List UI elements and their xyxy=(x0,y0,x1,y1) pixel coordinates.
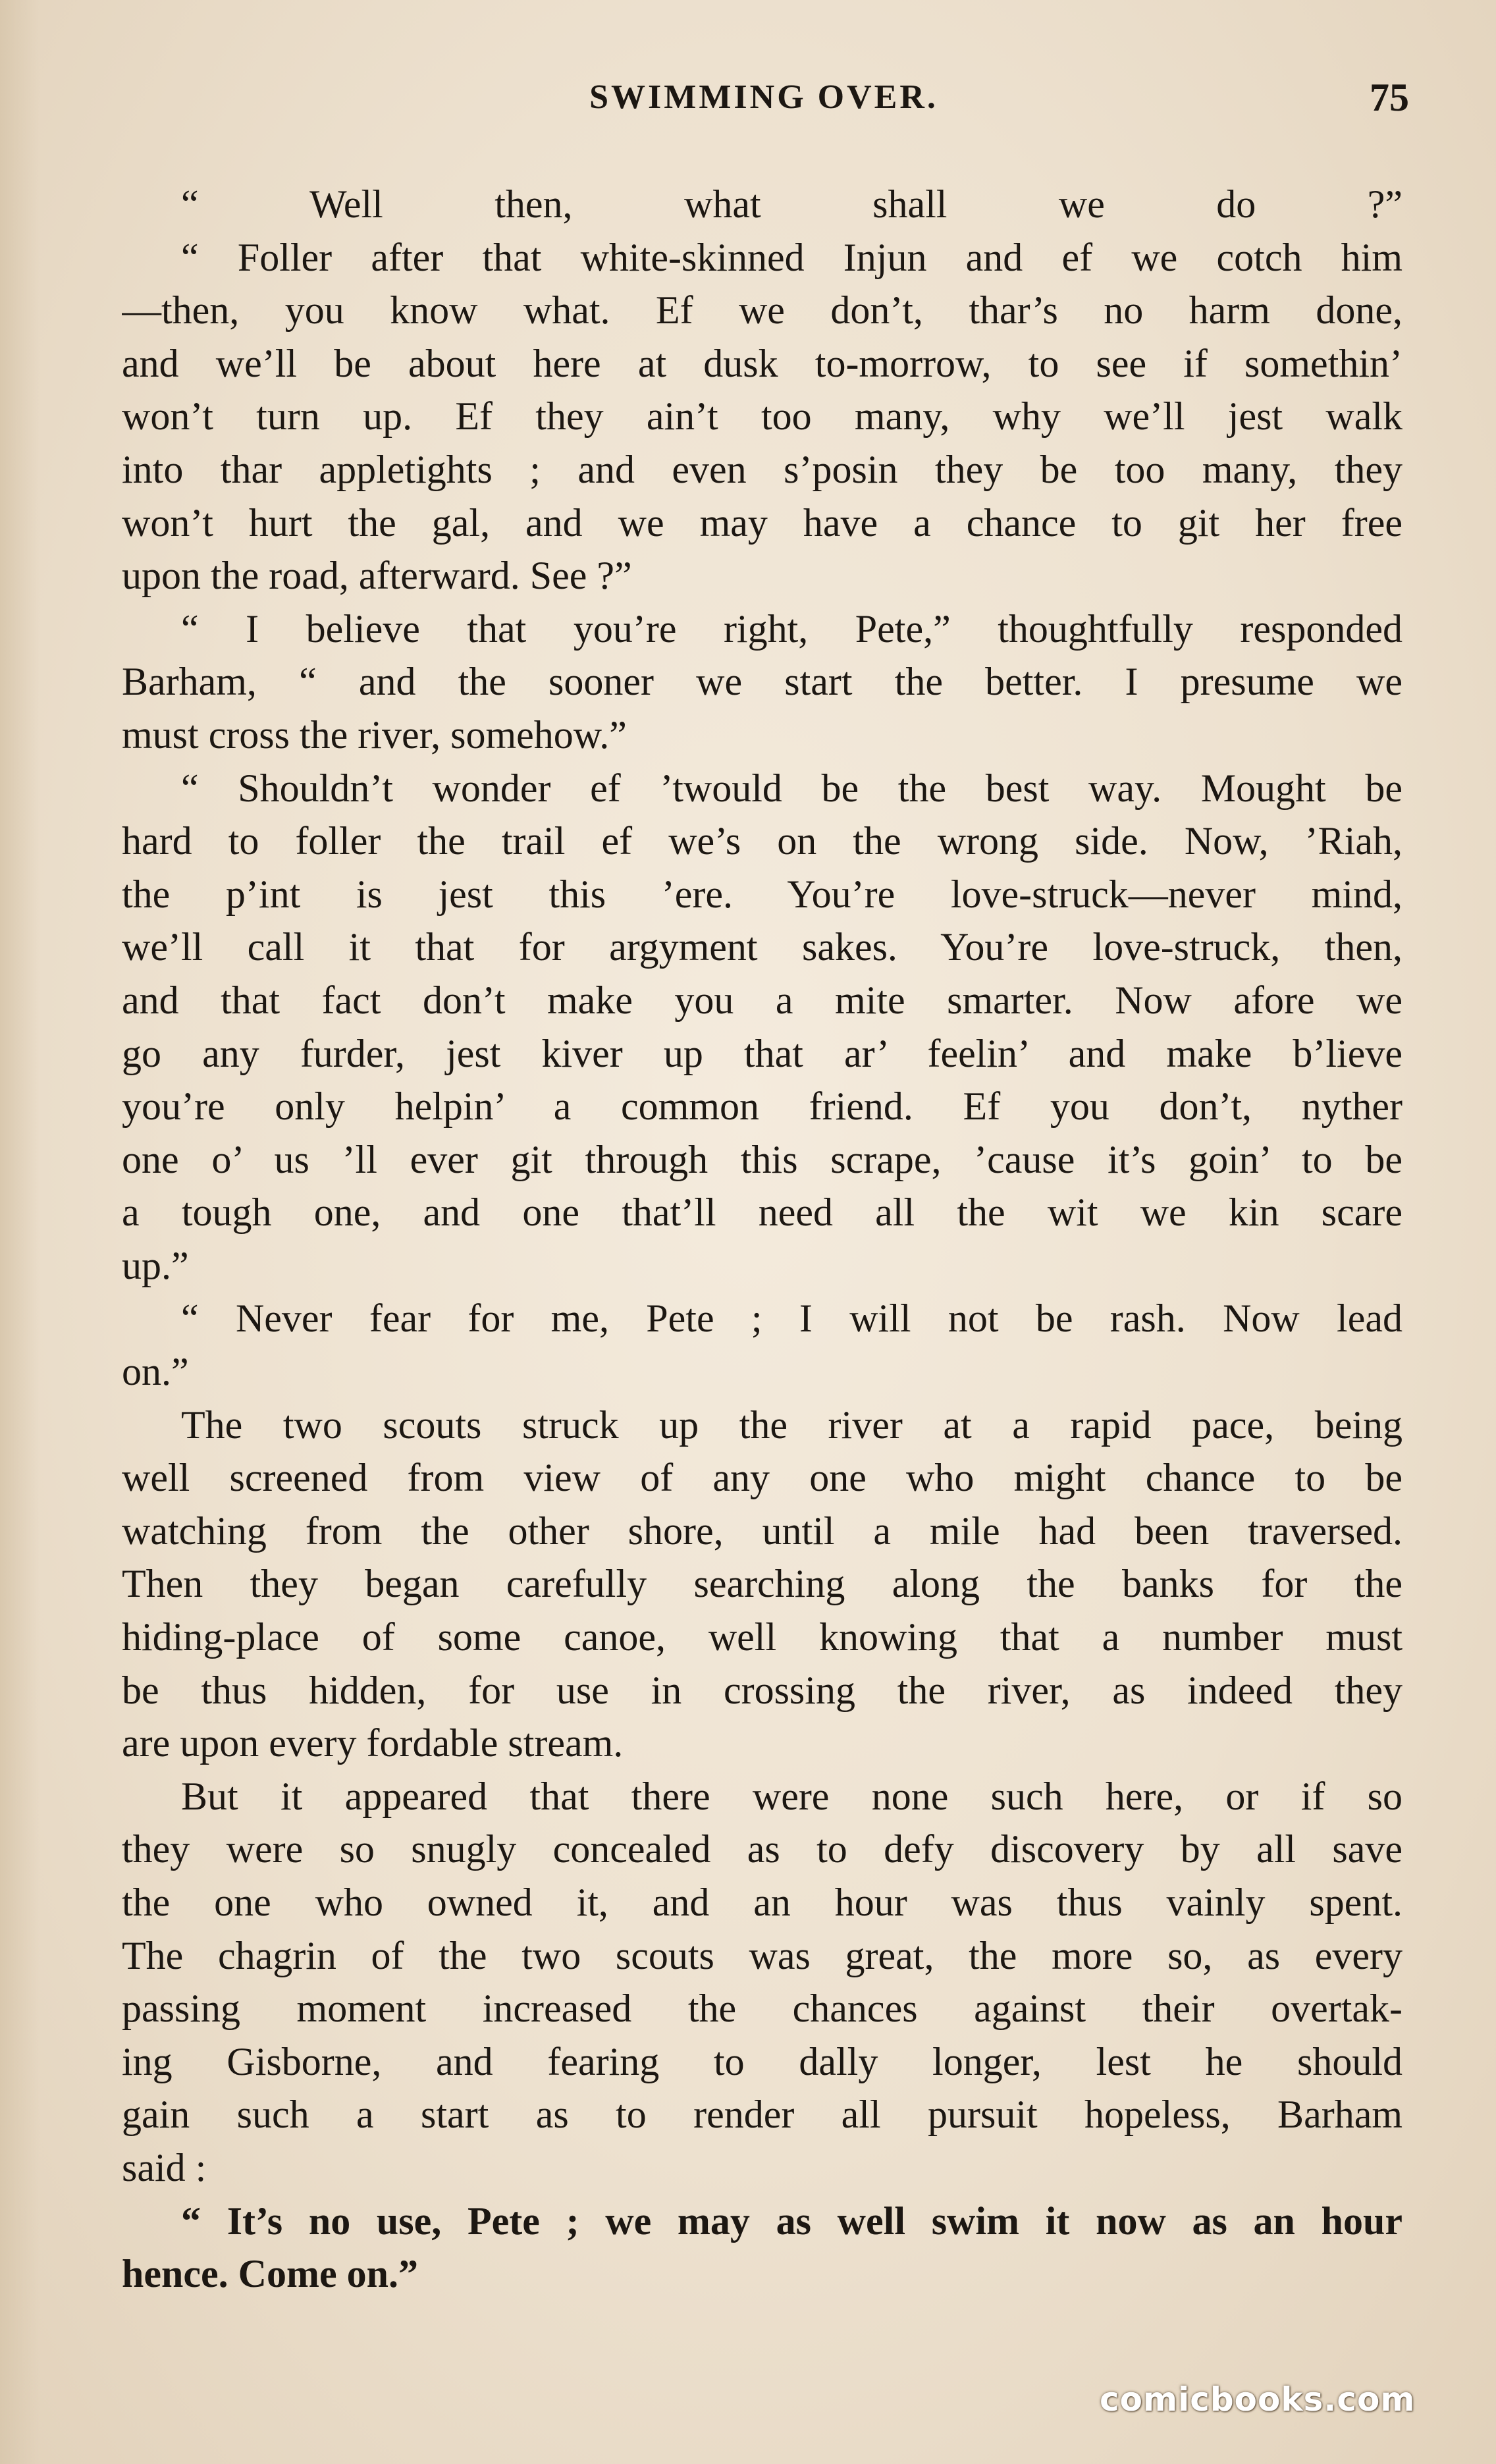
text-line: on.” xyxy=(122,1350,189,1394)
text-line: gain such a start as to render all pursuit hopeless, Barham xyxy=(122,2093,1402,2137)
text-line: The two scouts struck up the river at a rapid pace, being xyxy=(181,1403,1402,1447)
text-line: are upon every fordable stream. xyxy=(122,1721,624,1765)
text-line: upon the road, afterward. See ?” xyxy=(122,554,632,598)
text-line: hard to foller the trail ef we’s on the wrong side. Now, ’Riah, xyxy=(122,819,1402,863)
text-line: be thus hidden, for use in crossing the river, as indeed they xyxy=(122,1668,1402,1712)
text-line: The chagrin of the two scouts was great, the more so, as every xyxy=(122,1933,1402,1977)
watermark: comicbooks.com xyxy=(1100,2380,1416,2419)
text-line: “ Shouldn’t wonder ef ’twould be the best way. Mought be xyxy=(181,766,1402,810)
running-head xyxy=(0,78,1496,130)
text-line: hence. Come on.” xyxy=(122,2252,418,2296)
text-line: “ Never fear for me, Pete ; I will not be rash. Now lead xyxy=(181,1297,1402,1341)
text-line: and that fact don’t make you a mite smarter. Now afore we xyxy=(122,978,1402,1022)
page-number: 75 xyxy=(1370,76,1409,119)
text-line: one o’ us ’ll ever git through this scrape, ’cause it’s goin’ to be xyxy=(122,1137,1402,1181)
text-line: well screened from view of any one who might chance to be xyxy=(122,1456,1402,1500)
text-line: —then, you know what. Ef we don’t, thar’s no harm done, xyxy=(122,288,1402,333)
text-line: “ It’s no use, Pete ; we may as well swim it now as an hour xyxy=(181,2199,1402,2243)
page-edge-shadow xyxy=(0,0,40,2464)
page-title: SWIMMING OVER. xyxy=(589,78,938,116)
text-line: hiding-place of some canoe, well knowing that a number must xyxy=(122,1615,1402,1659)
text-line: they were so snugly concealed as to defy discovery by all save xyxy=(122,1827,1402,1871)
text-line: “ Well then, what shall we do ?” xyxy=(181,182,1402,226)
text-line: Barham, “ and the sooner we start the better. I presume we xyxy=(122,660,1402,704)
text-line: we’ll call it that for argyment sakes. You’re love-struck, then, xyxy=(122,925,1402,969)
text-line: into thar appletights ; and even s’posin they be too many, they xyxy=(122,447,1402,491)
text-line: said : xyxy=(122,2145,207,2189)
text-line: ing Gisborne, and fearing to dally longer, lest he should xyxy=(122,2039,1402,2083)
text-line: must cross the river, somehow.” xyxy=(122,712,627,757)
text-line: watching from the other shore, until a mile had been traversed. xyxy=(122,1509,1402,1553)
text-line: the one who owned it, and an hour was thus vainly spent. xyxy=(122,1881,1402,1924)
text-line: won’t turn up. Ef they ain’t too many, why we’ll jest walk xyxy=(122,394,1402,439)
text-line: the p’int is jest this ’ere. You’re love-struck—never mind, xyxy=(122,872,1402,916)
text-line: “ Foller after that white-skinned Injun and ef we cotch him xyxy=(181,235,1402,279)
text-line: Then they began carefully searching along the banks for the xyxy=(122,1562,1402,1606)
text-line: you’re only helpin’ a common friend. Ef you don’t, nyther xyxy=(122,1085,1402,1129)
text-line: up.” xyxy=(122,1243,189,1287)
text-line: “ I believe that you’re right, Pete,” thoughtfully responded xyxy=(181,606,1402,651)
text-line: But it appeared that there were none such here, or if so xyxy=(181,1774,1402,1818)
text-line: and we’ll be about here at dusk to-morrow, to see if somethin’ xyxy=(122,341,1402,385)
body-text xyxy=(122,178,1402,2301)
text-line: won’t hurt the gal, and we may have a chance to git her free xyxy=(122,500,1402,545)
text-line: a tough one, and one that’ll need all the wit we kin scare xyxy=(122,1191,1402,1235)
text-line: go any furder, jest kiver up that ar’ feelin’ and make b’lieve xyxy=(122,1031,1402,1075)
text-line: passing moment increased the chances against their overtak- xyxy=(122,1987,1402,2031)
